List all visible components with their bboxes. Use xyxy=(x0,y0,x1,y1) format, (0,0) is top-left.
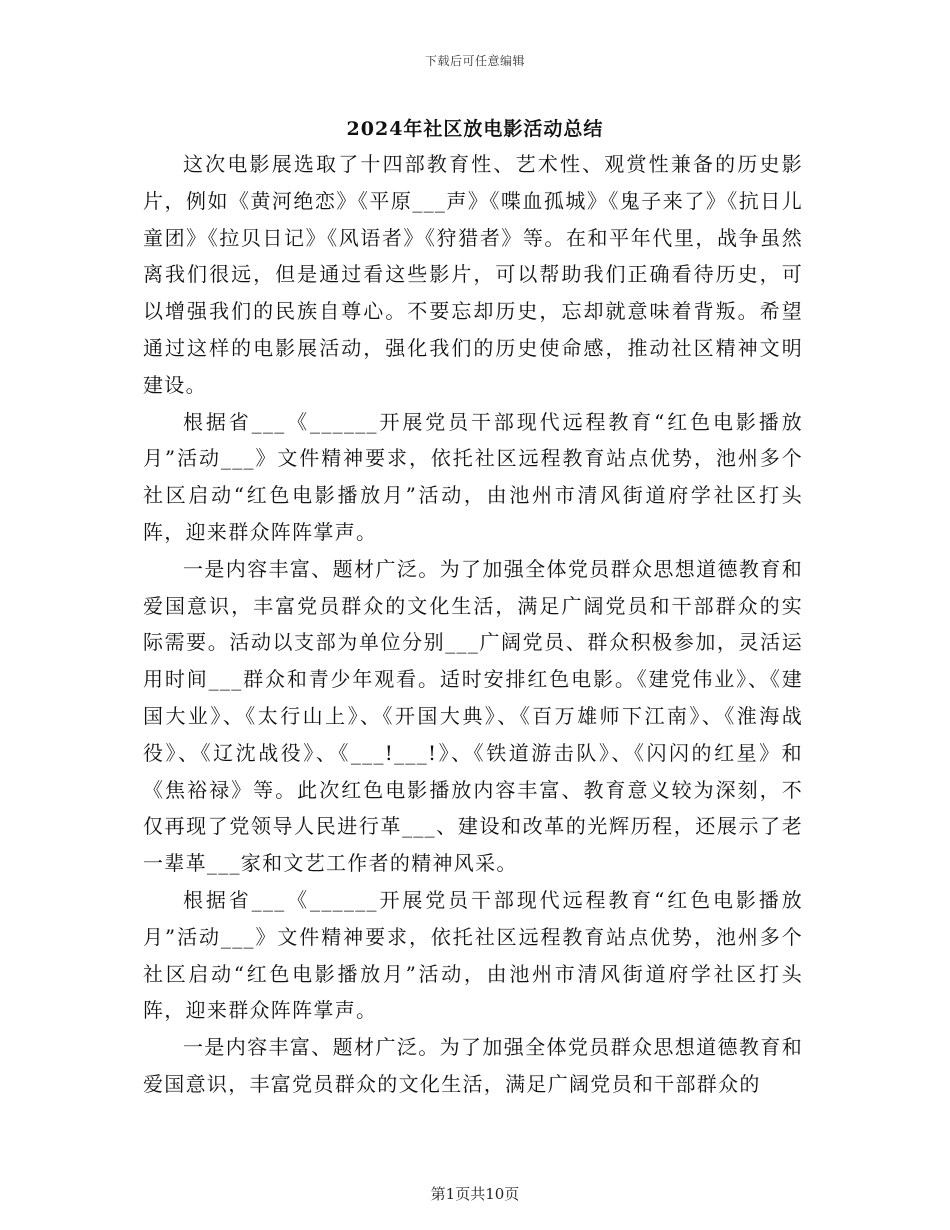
paragraph-province-notice-repeat: 根据省___《______开展党员干部现代远程教育“红色电影播放月”活动___》文件精神要求，依托社区远程教育站点优势，池州多个社区启动“红色电影播放月”活动，由池州市清风街道府学社区打头阵，迎来群众阵阵掌声。 xyxy=(143,887,803,1023)
header-note: 下载后可任意编辑 xyxy=(424,54,525,68)
document-body xyxy=(143,146,803,1103)
page-footer: 第1页共10页 xyxy=(430,1185,520,1203)
document-title: 2024年社区放电影活动总结 xyxy=(346,118,604,140)
paragraph-rich-content: 一是内容丰富、题材广泛。为了加强全体党员群众思想道德教育和爱国意识，丰富党员群众的文化生活，满足广阔党员和干部群众的实际需要。活动以支部为单位分别___广阔党员、群众积极参加，灵活运用时间___群众和青少年观看。适时安排红色电影。《建党伟业》、《建国大业》、《太行山上》、《开国大典》、《百万雄师下江南》、《淮海战役》、《辽沈战役》、《___!___!》、《铁道游击队》、《闪闪的红星》和《焦裕禄》等。此次红色电影播放内容丰富、教育意义较为深刻，不仅再现了党领导人民进行革___、建设和改革的光辉历程，还展示了老一辈革___家和文艺工作者的精神风采。 xyxy=(143,556,803,876)
paragraph-province-notice: 根据省___《______开展党员干部现代远程教育“红色电影播放月”活动___》文件精神要求，依托社区远程教育站点优势，池州多个社区启动“红色电影播放月”活动，由池州市清风街道府学社区打头阵，迎来群众阵阵掌声。 xyxy=(143,409,803,544)
paragraph-film-exhibition: 这次电影展选取了十四部教育性、艺术性、观赏性兼备的历史影片，例如《黄河绝恋》《平原___声》《喋血孤城》《鬼子来了》《抗日儿童团》《拉贝日记》《风语者》《狩猎者》等。在和平年代里，战争虽然离我们很远，但是通过看这些影片，可以帮助我们正确看待历史，可以增强我们的民族自尊心。不要忘却历史，忘却就意味着背叛。希望通过这样的电影展活动，强化我们的历史使命感，推动社区精神文明建设。 xyxy=(143,152,803,397)
paragraph-rich-content-repeat: 一是内容丰富、题材广泛。为了加强全体党员群众思想道德教育和爱国意识，丰富党员群众的文化生活，满足广阔党员和干部群众的 xyxy=(143,1035,803,1096)
